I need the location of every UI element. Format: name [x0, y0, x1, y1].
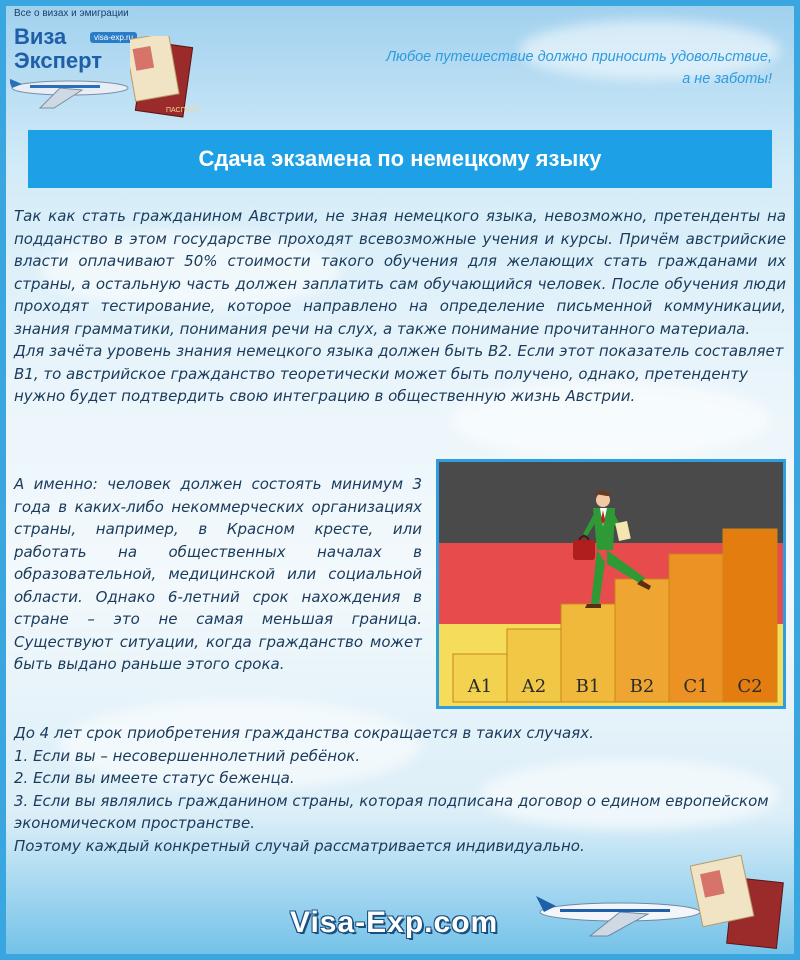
passport-icon	[130, 36, 200, 126]
brand-word-visa: Виза	[14, 24, 67, 49]
paragraph-intro: Так как стать гражданином Австрии, не зная немецкого языка, невозможно, претенденты на подданство в этом государстве проходят всевозможные учения и курсы. Причём австрийские власти оплачивают 50% стоимости такого обучения для желающих стать гражданами их страны, а остальную часть должен заплатить сам обучающийся человек. После обучения люди проходят тестирование, которое направлено на определение письменной коммуникации, знания грамматики, понимания речи на слух, а также понимание прочитанного материала.	[14, 207, 786, 338]
cases-conclusion: Поэтому каждый конкретный случай рассматривается индивидуально.	[14, 836, 585, 855]
level-label: A1	[467, 676, 493, 697]
case-item: 1. Если вы – несовершеннолетний ребёнок.	[14, 746, 361, 765]
level-label: B2	[629, 676, 655, 697]
level-label: C1	[683, 676, 709, 697]
cases-list	[14, 745, 786, 835]
level-label: A2	[521, 676, 547, 697]
svg-text:ПАСПОРТ: ПАСПОРТ	[166, 107, 200, 114]
language-levels-illustration	[436, 459, 786, 709]
page-title: Сдача экзамена по немецкому языку	[28, 130, 772, 188]
brand-url: visa-exp.ru	[90, 32, 137, 43]
case-item: 3. Если вы являлись гражданином страны, которая подписана договор о едином европейском экономическом пространстве.	[14, 791, 769, 832]
footer-logo[interactable]: Visa-Exp.com	[290, 906, 499, 939]
level-label: C2	[737, 676, 763, 697]
site-logo[interactable]	[10, 6, 200, 116]
tagline: Все о визах и эмиграции	[14, 8, 129, 19]
slogan	[312, 46, 772, 90]
intro-block	[14, 205, 786, 408]
level-label: B1	[575, 676, 601, 697]
brand-word-expert: Эксперт	[14, 48, 103, 73]
paragraph-level: Для зачёта уровень знания немецкого языка должен быть B2. Если этот показатель составляет B1, то австрийское гражданство теоретически может быть получено, однако, претенденту нужно будет подтвердить свою интеграцию в общественную жизнь Австрии.	[14, 342, 784, 405]
slogan-line-1: Любое путешествие должно приносить удовольствие,	[386, 49, 772, 65]
cases-block	[14, 722, 786, 857]
case-item: 2. Если вы имеете статус беженца.	[14, 769, 295, 787]
slogan-line-2: а не заботы!	[682, 71, 772, 87]
cases-intro: До 4 лет срок приобретения гражданства сокращается в таких случаях.	[14, 724, 594, 742]
stairs-svg	[439, 462, 783, 706]
footer-passport-icon	[690, 850, 790, 950]
paragraph-integration: А именно: человек должен состоять минимум 3 года в каких-либо некоммерческих организациях страны, например, в Красном кресте, или работать на общественных началах в образовательной, медицинской или социальной области. Однако 6-летний срок нахождения в стране – это не самая меньшая граница. Существуют ситуации, когда гражданство может быть выдано раньше этого срока.	[14, 475, 422, 673]
